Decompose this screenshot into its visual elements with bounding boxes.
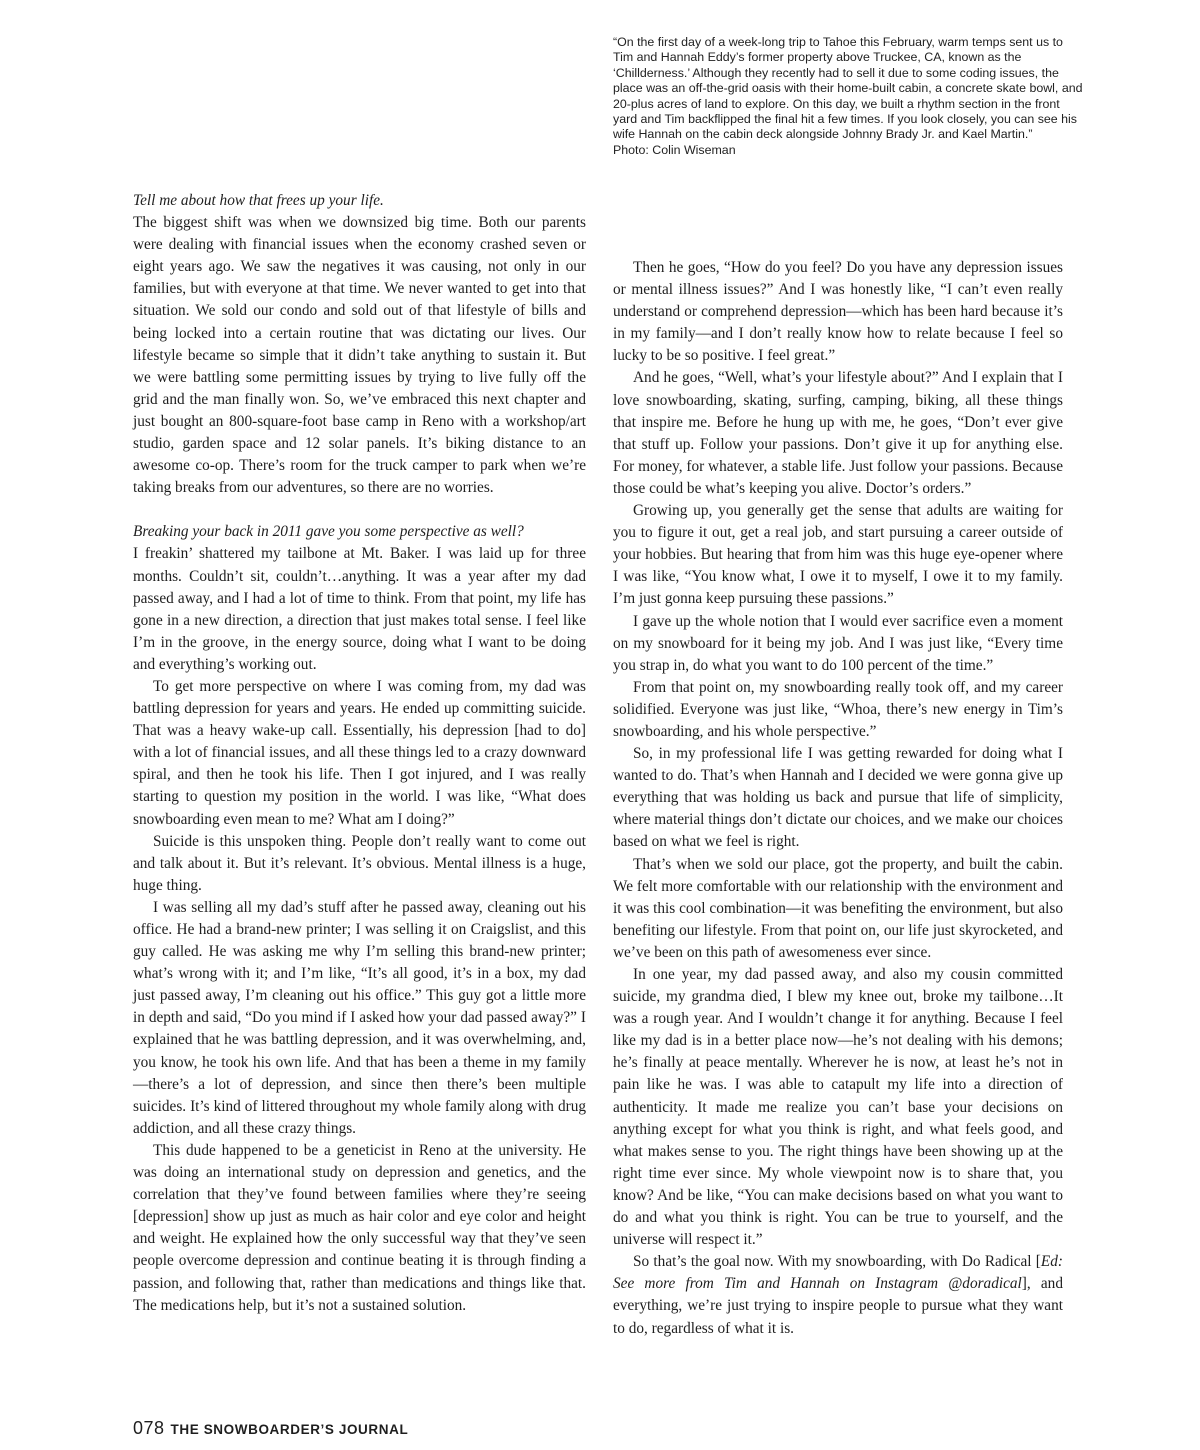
section-gap [133,499,586,521]
closing-paragraph [613,1251,1063,1339]
photo-caption [613,35,1083,158]
body-paragraph: Then he goes, “How do you feel? Do you have any depression issues or mental illness issues?” And I was honestly like, “I can’t even really understand or comprehend depression—which has been hard because it’s in my family—and I don’t really know how to relate because I feel so lucky to be so positive. I feel great.” [613,259,1063,365]
caption-text: “On the first day of a week-long trip to Tahoe this February, warm temps sent us to Tim and Hannah Eddy’s former property above Truckee, CA, known as the ‘Chillderness.’ Although they recently had to sell it due to some coding issues, the place was an off-the-grid oasis with their home-built cabin, a concrete skate bowl, and 20-plus acres of land to explore. On this day, we built a rhythm section in the front yard and Tim backflipped the final hit a few times. If you look closely, you can see his wife Hannah on the cabin deck alongside Johnny Brady Jr. and Kael Martin.” [613,35,1083,142]
body-paragraph: So, in my professional life I was getting rewarded for doing what I wanted to do. That’s when Hannah and I decided we were gonna give up everything that was holding us back and pursue that life of simplicity, where material things don’t dictate our choices, and we make our choices based on what we feel is right. [613,745,1063,851]
editor-note: Ed: See more from Tim and Hannah on Instagram @doradical [613,1253,1063,1293]
body-paragraph: This dude happened to be a geneticist in Reno at the university. He was doing an international study on depression and genetics, and the correlation that they’ve found between families where they’re seeing [depression] show up just as much as hair color and eye color and height and weight. He explained how the only successful way that they’ve seen people overcome depression and continue beating it is through finding a passion, and following that, rather than medications and things like that. The medications help, but it’s not a sustained solution. [133,1141,586,1314]
interview-question-2: Breaking your back in 2011 gave you some perspective as well? [133,523,524,541]
article-left-column [133,190,586,1317]
page-footer [133,1418,408,1439]
page-number: 078 [133,1418,165,1438]
photo-credit: Photo: Colin Wiseman [613,142,736,157]
body-paragraph: From that point on, my snowboarding really took off, and my career solidified. Everyone was just like, “Whoa, there’s new energy in Tim’s snowboarding, and his whole perspective.” [613,678,1063,740]
closing-text-start: So that’s the goal now. With my snowboarding, with Do Radical [ [633,1253,1041,1271]
body-paragraph: In one year, my dad passed away, and also my cousin committed suicide, my grandma died, I blew my knee out, broke my tailbone…It was a rough year. And I wouldn’t change it for anything. Because I feel like my dad is in a better place now—he’s not dealing with his demons; he’s finally at peace mentally. Wherever he is now, at least he’s not in pain like he was. I was able to catapult my life into a direction of authenticity. It made me realize you can’t base your decisions on anything except for what you think is right, and what feels good, and what makes sense to you. The right things have been showing up at the right time ever since. My whole viewpoint now is to share that, you know? And be like, “You can make decisions based on what you want to do and what you think is right. You can be true to yourself, and the universe will respect it.” [613,966,1063,1249]
body-paragraph: That’s when we sold our place, got the property, and built the cabin. We felt more comfortable with our relationship with the environment and it was this cool combination—it was benefiting the environment, but also benefiting our lifestyle. From that point on, our life just skyrocketed, and we’ve been on this path of awesomeness ever since. [613,855,1063,961]
article-right-column [613,257,1063,1340]
body-paragraph: And he goes, “Well, what’s your lifestyle about?” And I explain that I love snowboarding, skating, surfing, camping, biking, all these things that inspire me. Before he hung up with me, he goes, “Don’t ever give that stuff up. Follow your passions. Don’t give it up for anything else. For money, for whatever, a stable life. Just follow your passions. Because those could be what’s keeping you alive. Doctor’s orders.” [613,369,1063,497]
body-paragraph: I gave up the whole notion that I would ever sacrifice even a moment on my snowboard for it being my job. And I was just like, “Every time you strap in, do what you want to do 100 percent of the time.” [613,612,1063,674]
answer-paragraph-2: I freakin’ shattered my tailbone at Mt. Baker. I was laid up for three months. Couldn’t sit, couldn’t…anything. It was a year after my dad passed away, and I had a lot of time to think. From that point, my life has gone in a new direction, a direction that just makes total sense. I feel like I’m in the groove, in the energy source, doing what I want to be doing and everything’s working out. [133,545,586,673]
body-paragraph: Growing up, you generally get the sense that adults are waiting for you to figure it out, get a real job, and start pursuing a career outside of your hobbies. But hearing that from him was this huge eye-opener where I was like, “You know what, I owe it to myself, I owe it to my family. I’m just gonna keep pursuing these passions.” [613,502,1063,608]
body-paragraph: I was selling all my dad’s stuff after he passed away, cleaning out his office. He had a brand-new printer; I was selling it on Craigslist, and this guy called. He was asking me why I’m selling this brand-new printer; what’s wrong with it; and I’m like, “It’s all good, it’s in a box, my dad just passed away, I’m cleaning out his office.” This guy got a little more in depth and said, “Do you mind if I asked how your dad passed away?” I explained that he was battling depression, and it was overwhelming, and, you know, he took his own life. And that has been a theme in my family—there’s a lot of depression, and since then there’s been multiple suicides. It’s kind of littered throughout my whole family along with drug addiction, and all these crazy things. [133,898,586,1137]
closing-text-end: ], and everything, we’re just trying to inspire people to pursue what they want to do, regardless of what it is. [613,1275,1063,1337]
body-paragraph: Suicide is this unspoken thing. People don’t really want to come out and talk about it. But it’s relevant. It’s obvious. Mental illness is a huge, huge thing. [133,832,586,894]
answer-paragraph-1: The biggest shift was when we downsized big time. Both our parents were dealing with financial issues when the economy crashed seven or eight years ago. We saw the negatives it was causing, not only in our families, but with everyone at that time. We never wanted to get into that situation. We sold our condo and sold out of that lifestyle of bills and being locked into a certain routine that was dictating our lives. Our lifestyle became so simple that it didn’t take anything to sustain it. But we were battling some permitting issues by trying to live fully off the grid and the man finally won. So, we’ve embraced this next chapter and just bought an 800-square-foot base camp in Reno with a workshop/art studio, garden space and 12 solar panels. It’s biking distance to an awesome co-op. There’s room for the truck camper to park when we’re taking breaks from our adventures, so there are no worries. [133,214,586,497]
body-paragraph: To get more perspective on where I was coming from, my dad was battling depression for years and years. He ended up committing suicide. That was a heavy wake-up call. Essentially, his depression [had to do] with a lot of financial issues, and all these things led to a crazy downward spiral, and then he took his life. Then I got injured, and I was really starting to question my position in the world. I was like, “What does snowboarding even mean to me? What am I doing?” [133,677,586,828]
magazine-name: THE SNOWBOARDER’S JOURNAL [170,1422,409,1437]
interview-question-1: Tell me about how that frees up your life. [133,192,384,209]
